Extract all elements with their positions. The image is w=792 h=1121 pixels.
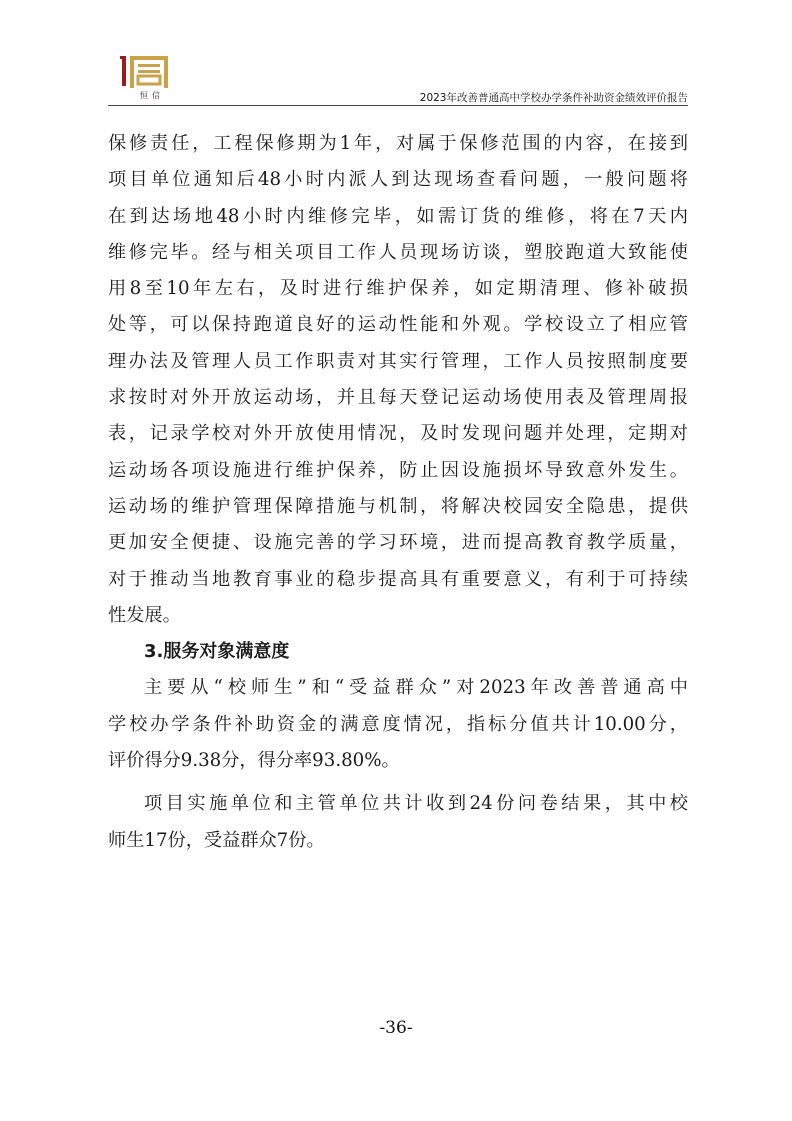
text-line: 评价得分9.38分，得分率93.80%。 [108, 750, 400, 772]
text-line: 项目实施单位和主管单位共计收到24份问卷结果，其中校 [144, 793, 688, 815]
header-divider [108, 105, 688, 106]
text-line: 理办法及管理人员工作职责对其实行管理，工作人员按照制度要 [108, 350, 688, 372]
text-line: 师生17份，受益群众7份。 [108, 829, 325, 851]
logo-caption: 恒信 [140, 91, 164, 100]
paragraph-survey [108, 786, 688, 859]
company-logo [120, 52, 180, 102]
logo-mark-icon [120, 52, 180, 92]
section-heading: 3.服务对象满意度 [144, 641, 290, 663]
text-line: 主要从“校师生”和“受益群众”对2023年改善普通高中 [144, 677, 688, 699]
text-line: 求按时对外开放运动场，并且每天登记运动场使用表及管理周报 [108, 387, 688, 409]
text-line: 运动场各项设施进行维护保养，防止因设施损坏导致意外发生。 [108, 459, 688, 481]
text-line: 维修完毕。经与相关项目工作人员现场访谈，塑胶跑道大致能使 [108, 241, 688, 263]
text-line: 对于推动当地教育事业的稳步提高具有重要意义，有利于可持续 [108, 568, 688, 590]
text-line: 更加安全便捷、设施完善的学习环境，进而提高教育教学质量， [108, 532, 688, 554]
text-line: 处等，可以保持跑道良好的运动性能和外观。学校设立了相应管 [108, 314, 688, 336]
paragraph-maintenance [108, 126, 688, 634]
text-line: 用8至10年左右，及时进行维护保养，如定期清理、修补破损 [108, 278, 688, 300]
text-line: 性发展。 [108, 604, 181, 626]
text-line: 运动场的维护管理保障措施与机制，将解决校园安全隐患，提供 [108, 495, 688, 517]
report-title: 2023年改善普通高中学校办学条件补助资金绩效评价报告 [419, 92, 688, 104]
text-line: 表，记录学校对外开放使用情况，及时发现问题并处理，定期对 [108, 423, 688, 445]
text-line: 在到达场地48小时内维修完毕，如需订货的维修，将在7天内 [108, 205, 688, 227]
page-number: -36- [379, 1018, 413, 1038]
page-header [108, 52, 688, 104]
page-content [108, 126, 688, 859]
text-line: 保修责任，工程保修期为1年，对属于保修范围的内容，在接到 [108, 133, 688, 154]
text-line: 学校办学条件补助资金的满意度情况，指标分值共计10.00分， [108, 713, 688, 735]
paragraph-satisfaction [108, 670, 688, 779]
text-line: 项目单位通知后48小时内派人到达现场查看问题，一般问题将 [108, 169, 688, 191]
